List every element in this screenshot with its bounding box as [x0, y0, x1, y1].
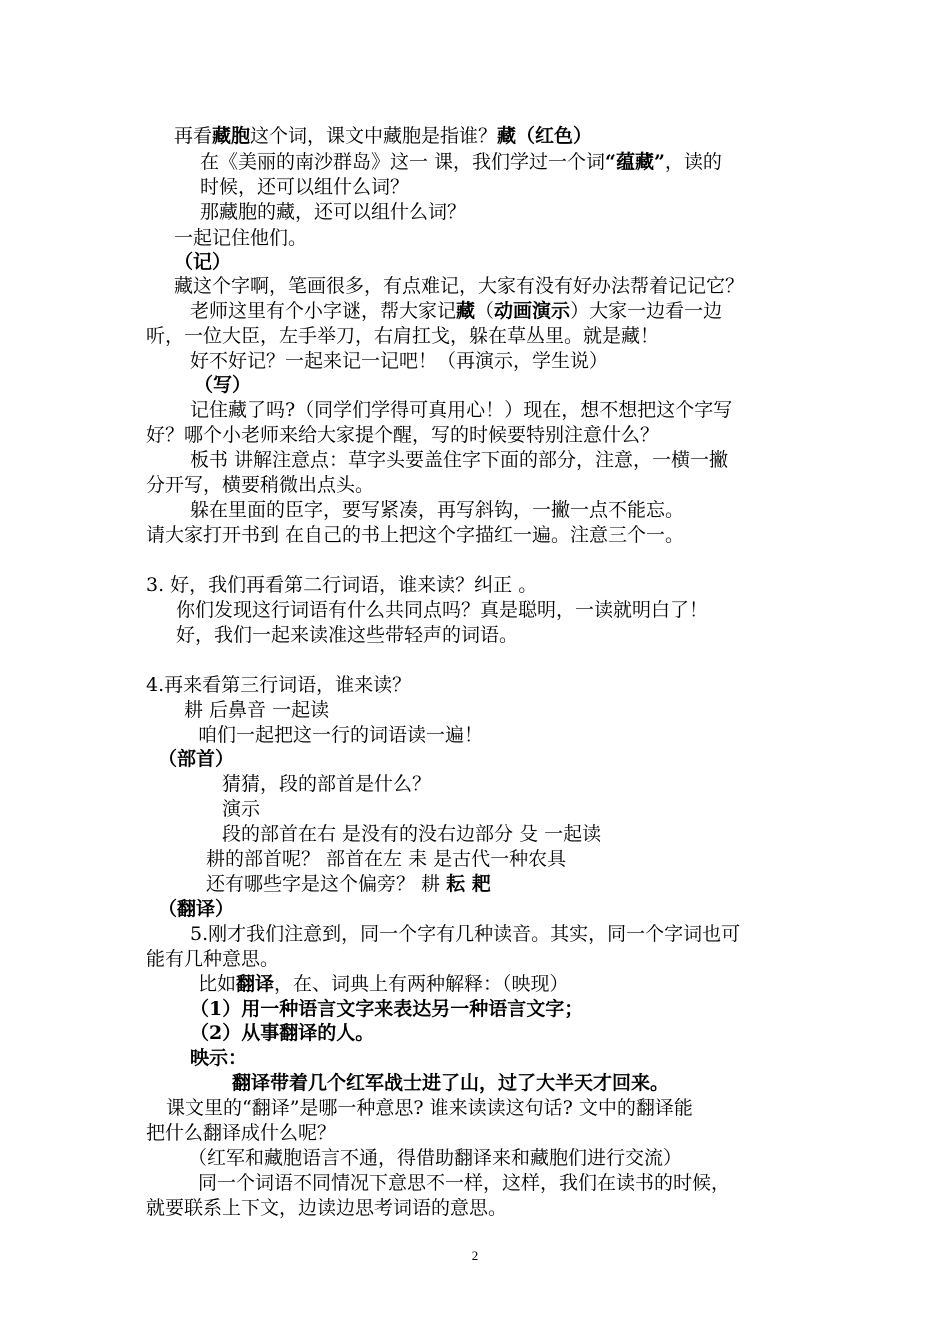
text-segment: 同一个词语不同情况下意思不一样，这样，我们在读书的时候， — [198, 1172, 731, 1194]
text-segment: （红军和藏胞语言不通，得借助翻译来和藏胞们进行交流） — [188, 1147, 683, 1169]
bold-text: （翻译） — [158, 898, 235, 920]
text-segment: 3. 好，我们再看第二行词语，谁来读？纠正 。 — [146, 574, 538, 596]
text-line — [174, 250, 231, 274]
text-segment: 就要联系上下文，边读边思考词语的意思。 — [146, 1197, 508, 1219]
text-line — [206, 847, 566, 871]
text-line — [200, 175, 409, 199]
text-segment: 好，我们一起来读准这些带轻声的词语。 — [176, 624, 519, 646]
bold-text: （部首） — [158, 748, 235, 770]
text-segment: 比如 — [198, 973, 237, 995]
text-line — [190, 398, 732, 422]
text-segment: 一起记住他们。 — [174, 227, 308, 249]
bold-text: 翻译 — [236, 973, 275, 995]
text-line — [146, 1121, 336, 1145]
text-line — [190, 299, 722, 323]
text-line — [190, 922, 740, 946]
text-segment: 把什么翻译成什么呢？ — [146, 1122, 337, 1144]
text-line — [188, 1146, 682, 1170]
text-segment: 猜猜，段的部首是什么？ — [222, 773, 432, 795]
text-line — [222, 772, 431, 796]
text-line — [184, 698, 329, 722]
text-segment: 请大家打开书到 在自己的书上把这个字描红一遍。注意三个一。 — [146, 524, 685, 546]
text-segment: 老师这里有个小字谜，帮大家记 — [190, 300, 457, 322]
text-line — [190, 1046, 247, 1070]
text-line — [198, 1171, 730, 1195]
text-line — [174, 274, 744, 298]
text-line — [232, 1071, 669, 1095]
text-line — [166, 1096, 693, 1120]
text-line — [222, 797, 260, 821]
bold-text: 映示： — [190, 1047, 248, 1069]
text-line — [190, 1021, 374, 1045]
text-segment: 藏这个字啊，笔画很多，有点难记，大家有没有好办法帮着记记它？ — [174, 275, 745, 297]
text-line — [222, 822, 601, 846]
bold-text: （2）从事翻译的人。 — [190, 1022, 375, 1044]
text-segment: 4.再来看第三行词语，谁来读？ — [146, 674, 412, 696]
bold-text: （1）用一种语言文字来表达另一种语言文字； — [190, 998, 584, 1020]
text-segment: 分开写，横要稍微出点头。 — [146, 474, 375, 496]
text-line — [190, 498, 684, 522]
text-segment: 好？哪个小老师来给大家提个醒，写的时候要特别注意什么？ — [146, 424, 660, 446]
text-segment: 耕 后鼻音 一起读 — [184, 699, 330, 721]
text-segment: ，在、词典上有两种解释：（映现） — [274, 973, 569, 995]
bold-text: （写） — [194, 374, 252, 396]
bold-text: （记） — [174, 251, 232, 273]
text-line — [206, 872, 491, 896]
bold-text: 耘 耙 — [446, 873, 491, 895]
text-segment: 板书 讲解注意点：草字头要盖住字下面的部分，注意，一横一撇 — [190, 449, 729, 471]
bold-text: 动画演示 — [494, 300, 571, 322]
text-line — [176, 623, 518, 647]
text-segment: 那藏胞的藏，还可以组什么词？ — [200, 201, 467, 223]
page-number: 2 — [471, 1248, 479, 1263]
bold-text: 藏（红色） — [497, 125, 593, 147]
text-line — [190, 997, 583, 1021]
text-line — [146, 473, 374, 497]
text-segment: 演示 — [222, 798, 261, 820]
text-line — [200, 150, 722, 174]
text-line — [146, 573, 537, 597]
text-segment: 段的部首在右 是没有的没右边部分 殳 一起读 — [222, 823, 602, 845]
text-segment: ）大家一边看一边 — [570, 300, 723, 322]
text-segment: 5.刚才我们注意到，同一个字有几种读音。其实，同一个字词也可 — [190, 923, 741, 945]
text-line — [146, 673, 411, 697]
bold-text: 翻译带着几个红军战士进了山，过了大半天才回来。 — [232, 1072, 670, 1094]
text-segment: 课文里的“翻译”是哪一种意思? 谁来读读这句话? 文中的翻译能 — [166, 1097, 693, 1119]
text-line — [158, 897, 234, 921]
text-line — [146, 324, 659, 348]
text-line — [146, 423, 659, 447]
text-segment: 耕的部首呢？ 部首在左 耒 是古代一种农具 — [206, 848, 567, 870]
text-segment: 记住藏了吗?（同学们学得可真用心！）现在，想不想把这个字写 — [190, 399, 733, 421]
text-line — [158, 747, 234, 771]
text-line — [176, 598, 708, 622]
bold-text: 藏胞 — [212, 125, 251, 147]
text-segment: 在《美丽的南沙群岛》这一 课，我们学过一个词 — [200, 151, 606, 173]
text-segment: 再看 — [174, 125, 213, 147]
text-segment: 听，一位大臣，左手举刀，右肩扛戈，躲在草丛里。就是藏！ — [146, 325, 660, 347]
text-line — [174, 226, 307, 250]
text-line — [198, 972, 569, 996]
text-segment: 咱们一起把这一行的词语读一遍！ — [198, 724, 484, 746]
text-segment: 躲在里面的臣字，要写紧凑，再写斜钩，一撇一点不能忘。 — [190, 499, 685, 521]
text-segment: 能有几种意思。 — [146, 948, 280, 970]
bold-text: “蕴藏” — [605, 151, 665, 173]
text-line — [190, 349, 608, 373]
bold-text: 藏 — [456, 300, 476, 322]
text-segment: ，读的 — [664, 151, 722, 173]
text-line — [146, 523, 684, 547]
text-line — [200, 200, 466, 224]
text-line — [146, 947, 279, 971]
text-segment: 你们发现这行词语有什么共同点吗？真是聪明，一读就明白了！ — [176, 599, 709, 621]
text-line — [194, 373, 251, 397]
text-segment: 这个词，课文中藏胞是指谁？ — [250, 125, 498, 147]
text-line — [174, 124, 592, 148]
text-segment: 还有哪些字是这个偏旁？ 耕 — [206, 873, 447, 895]
text-line — [146, 1196, 507, 1220]
text-line — [198, 723, 483, 747]
text-line — [190, 448, 728, 472]
text-segment: 时候，还可以组什么词？ — [200, 176, 410, 198]
text-segment: 好不好记？一起来记一记吧！（再演示，学生说） — [190, 350, 609, 372]
text-segment: （ — [475, 300, 495, 322]
